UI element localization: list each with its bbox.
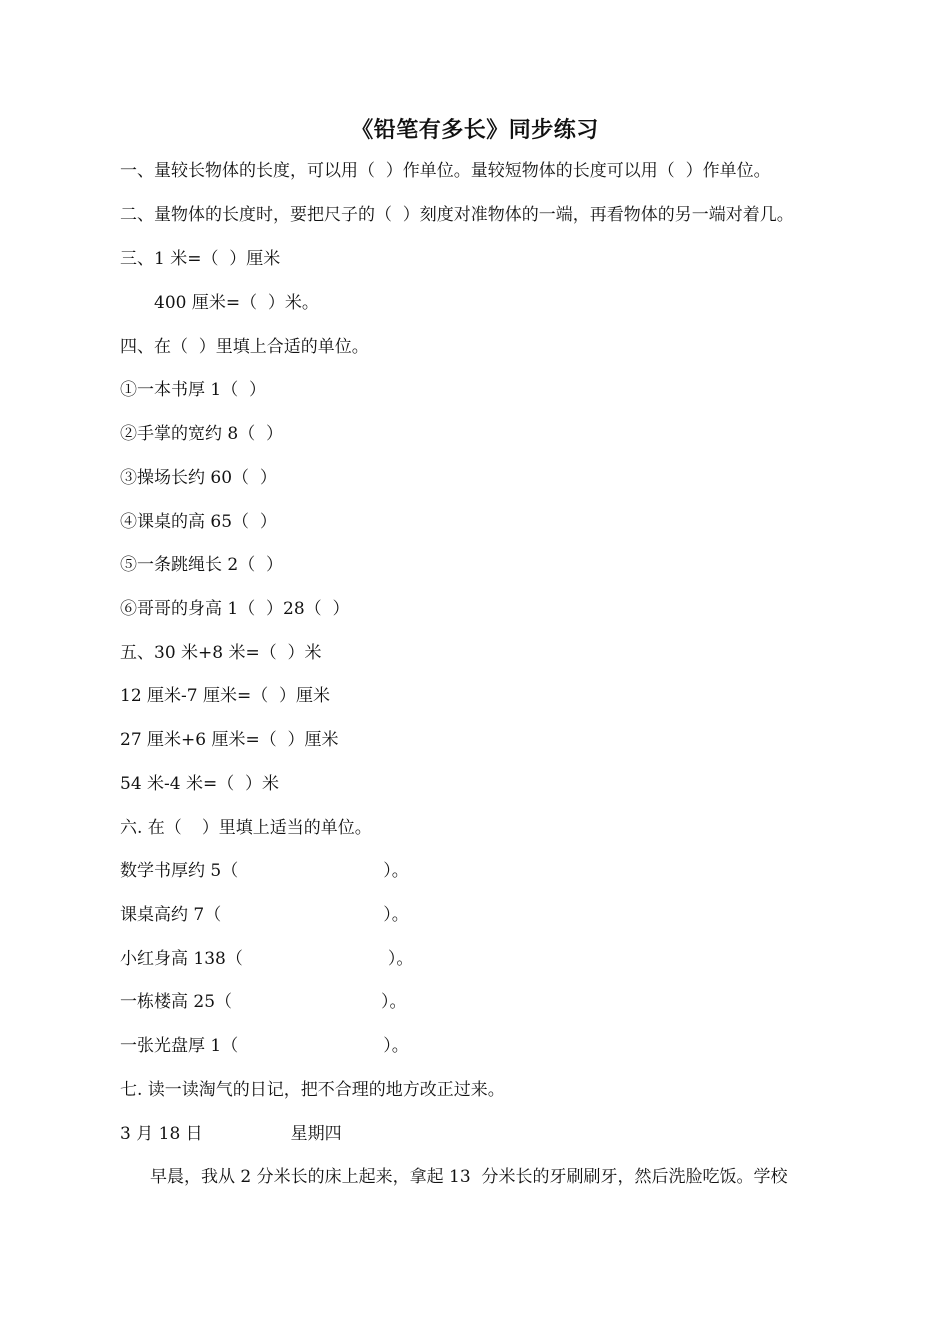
question-6-item-3 <box>120 945 413 973</box>
question-5-item-2: 12 厘米-7 厘米=（ ）厘米 <box>120 686 331 706</box>
question-5-item-3: 27 厘米+6 厘米=（ ）厘米 <box>120 730 339 750</box>
question-6-item-1 <box>120 857 409 885</box>
question-4-item-2: ②手掌的宽约 8（ ） <box>120 424 284 444</box>
diary-date: 3 月 18 日 <box>120 1124 203 1144</box>
question-1: 一、量较长物体的长度，可以用（ ）作单位。量较短物体的长度可以用（ ）作单位。 <box>120 161 771 181</box>
question-6-heading-start: 六. 在（ <box>120 818 182 838</box>
item-prefix: 一栋楼高 25（ <box>120 992 233 1012</box>
item-prefix: 小红身高 138（ <box>120 949 243 969</box>
question-6-item-5 <box>120 1032 409 1060</box>
page-title: 《铅笔有多长》同步练习 <box>351 117 599 143</box>
question-6-item-2 <box>120 901 409 929</box>
question-2: 二、量物体的长度时，要把尺子的（ ）刻度对准物体的一端，再看物体的另一端对着几。 <box>120 205 794 225</box>
diary-paragraph: 早晨，我从 2 分米长的床上起来，拿起 13 分米长的牙刷刷牙，然后洗脸吃饭。学校 <box>150 1167 788 1187</box>
item-prefix: 课桌高约 7（ <box>120 905 222 925</box>
question-5-item-1: 五、30 米+8 米=（ ）米 <box>120 643 322 663</box>
question-6-item-4 <box>120 988 407 1016</box>
item-prefix: 数学书厚约 5（ <box>120 861 239 881</box>
question-3-part-2: 400 厘米=（ ）米。 <box>154 293 319 313</box>
question-6-heading-end: ）里填上适当的单位。 <box>201 818 372 838</box>
question-4-item-3: ③操场长约 60（ ） <box>120 468 277 488</box>
question-4-item-4: ④课桌的高 65（ ） <box>120 512 277 532</box>
item-suffix: ）。 <box>383 861 409 881</box>
question-3: 三、1 米=（ ）厘米 <box>120 249 281 269</box>
item-prefix: 一张光盘厚 1（ <box>120 1036 239 1056</box>
question-5-item-4: 54 米-4 米=（ ）米 <box>120 774 280 794</box>
question-4-item-5: ⑤一条跳绳长 2（ ） <box>120 555 284 575</box>
diary-date-line <box>120 1120 342 1148</box>
item-suffix: ）。 <box>381 992 407 1012</box>
item-suffix: ）。 <box>383 1036 409 1056</box>
question-4-heading: 四、在（ ）里填上合适的单位。 <box>120 337 369 357</box>
question-7-heading: 七. 读一读淘气的日记，把不合理的地方改正过来。 <box>120 1080 505 1100</box>
diary-weekday: 星期四 <box>290 1124 342 1144</box>
question-4-item-6: ⑥哥哥的身高 1（ ）28（ ） <box>120 599 350 619</box>
question-6-heading <box>120 814 372 842</box>
item-suffix: ）。 <box>383 905 409 925</box>
item-suffix: ）。 <box>387 949 414 969</box>
question-4-item-1: ①一本书厚 1（ ） <box>120 380 267 400</box>
